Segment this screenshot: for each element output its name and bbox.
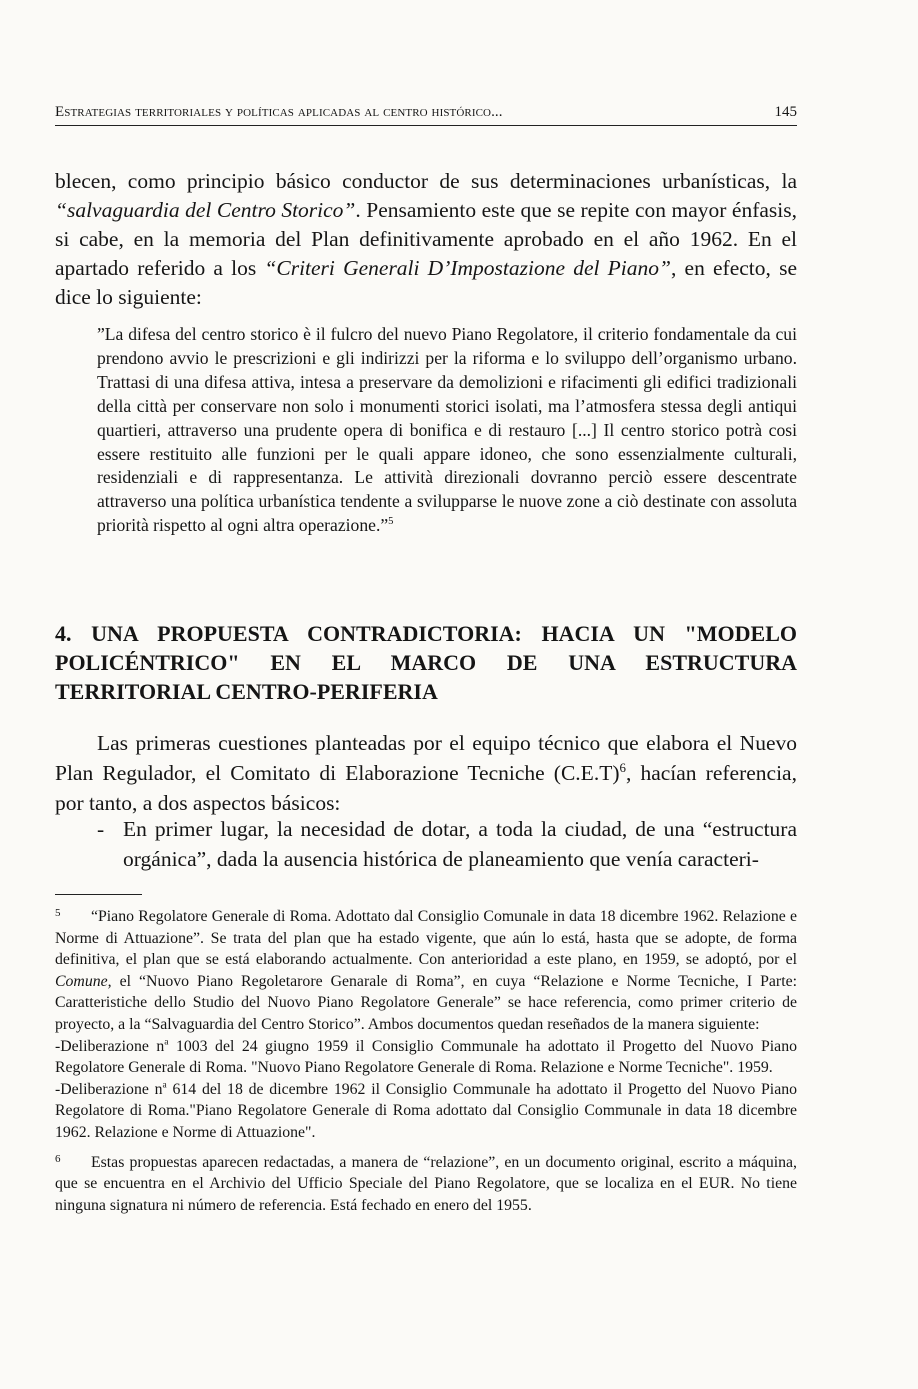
- paragraph-1-text-c: , en efecto, se dice lo siguiente:: [55, 256, 797, 309]
- footnote-5: [55, 903, 797, 1036]
- footnote-ref-6[interactable]: 6: [619, 760, 626, 775]
- footnote-5-italic: Comune,: [55, 972, 112, 990]
- quote-paragraph: [97, 323, 797, 538]
- body-paragraph: [55, 167, 797, 312]
- section-heading: 4. UNA PROPUESTA CONTRADICTORIA: HACIA UN "MODELO POLICÉNTRICO" EN EL MARCO DE UNA ESTRUCTURA TERRITORIAL CENTRO-PERIFERIA: [55, 621, 797, 704]
- footnote-6-text: Estas propuestas aparecen redactadas, a manera de “relazione”, en un documento original, escrito a máquina, que se encuentra en el Archivio del Ufficio Speciale del Piano Regolatore, que se localiza en el EUR. No tiene ninguna signatura ni número de referencia. Está fechado en enero del 1955.: [55, 1153, 797, 1214]
- italic-phrase-salvaguardia: “salvaguardia del Centro Storico”: [55, 198, 356, 222]
- section-intro-text-b: , hacían referencia, por tanto, a dos aspectos básicos:: [55, 761, 797, 815]
- footnote-5-deliberazione-2: [55, 1079, 797, 1144]
- deliberazione-1-text-a: -Deliberazione n: [55, 1037, 165, 1055]
- footnote-separator: [55, 894, 142, 895]
- running-title: Estrategias territoriales y políticas aplicadas al centro histórico...: [55, 104, 503, 120]
- footnote-5-deliberazione-1: [55, 1036, 797, 1079]
- footnote-5-text-a: “Piano Regolatore Generale di Roma. Adottato dal Consiglio Comunale in data 18 dicembre 1962. Relazione e Norme di Attuazione”. Se trata del plan que ha estado vigente, que aún lo está, hasta que se adopte, de forma definitiva, el plan que se está elaborando actualmente. Con anterioridad a este plano, en 1959, se adoptó, por el: [55, 908, 797, 969]
- deliberazione-2-text-b: 614 del 18 de dicembre 1962 il Consiglio Communale ha adottato il Progetto del Nuovo Piano Regolatore di Roma."Piano Regolatore Generale di Roma adottato dal Consiglio Communale in data 18 dicembre 1962. Relazione e Norme di Attuazione".: [55, 1080, 798, 1141]
- footnote-5-text-b: el “Nuovo Piano Regoletarore Genarale di Roma”, en cuya “Relazione e Norme Tecniche, I Parte: Caratteristiche dello Studio del Nuovo Piano Regolatore Generale” se hace referencia, como primer criterio de proyecto, a la “Salvaguardia del Centro Storico”. Ambos documentos quedan reseñados de la manera siguiente:: [55, 972, 797, 1033]
- quote-text: ”La difesa del centro storico è il fulcro del nuevo Piano Regolatore, il criterio fondamentale da cui prendono avvio le prescrizioni e gli indirizzi per la riforma e lo sviluppo dell’organismo urbano. Trattasi di una difesa attiva, intesa a preservare da demolizioni e rifacimenti gli edifici tradizionali della città per conservare non solo i monumenti storici isolati, ma l’atmosfera stessa degli antiqui quartieri, attraverso una prudente opera di bonifica e di restauro [...] Il centro storico potrà cosi essere restituito alle funzioni per le quali appare idoneo, che sono essenzialmente culturali, residenziali e di rappresentanza. Le attività direzionali dovranno perciò essere descentrate attraverso una política urbanística tendente a svilupparse le nuove zone a ciò destinate con assoluta priorità rispetto al ogni altra operazione.”: [97, 324, 797, 536]
- deliberazione-1-text-b: 1003 del 24 giugno 1959 il Consiglio Communale ha adottato il Progetto del Nuovo Piano Regolatore Generale di Roma. "Nuovo Piano Regolatore Generale di Roma. Relazione e Norme Tecniche". 1959.: [55, 1037, 797, 1077]
- running-header: [55, 103, 797, 126]
- paragraph-1: [55, 167, 797, 312]
- deliberazione-2-text-a: -Deliberazione n: [55, 1080, 163, 1098]
- paragraph-1-text-a: blecen, como principio básico conductor de sus determinaciones urbanísticas, la: [55, 169, 797, 193]
- list-item: [97, 814, 797, 874]
- deliberazione-2-sup: a: [162, 1080, 167, 1091]
- footnote-6: [55, 1149, 797, 1217]
- footnote-ref-5[interactable]: 5: [388, 516, 394, 528]
- section-intro-text-a: Las primeras cuestiones planteadas por el equipo técnico que elabora el Nuevo Plan Regulador, el Comitato di Elaborazione Tecniche (C.E.T): [55, 731, 797, 785]
- block-quote: [97, 323, 797, 538]
- section-intro: [55, 728, 797, 818]
- paragraph-1-text-b: . Pensamiento este que se repite con mayor énfasis, si cabe, en la memoria del Plan definitivamente aprobado en el año 1962. En el apartado referido a los: [55, 198, 797, 280]
- footnotes: [55, 903, 797, 1216]
- footnote-5-mark: 5: [55, 907, 61, 919]
- section-intro-paragraph: [55, 728, 797, 818]
- aspects-list: [97, 814, 797, 874]
- list-item-text: En primer lugar, la necesidad de dotar, a toda la ciudad, de una “estructura orgánica”, dada la ausencia histórica de planeamiento que venía caracteri-: [123, 817, 797, 871]
- deliberazione-1-sup: a: [164, 1037, 169, 1048]
- page-number: 145: [774, 104, 797, 120]
- italic-phrase-criteri: “Criteri Generali D’Impostazione del Piano”: [264, 256, 671, 280]
- list-dash: -: [97, 817, 105, 841]
- footnote-6-mark: 6: [55, 1152, 61, 1165]
